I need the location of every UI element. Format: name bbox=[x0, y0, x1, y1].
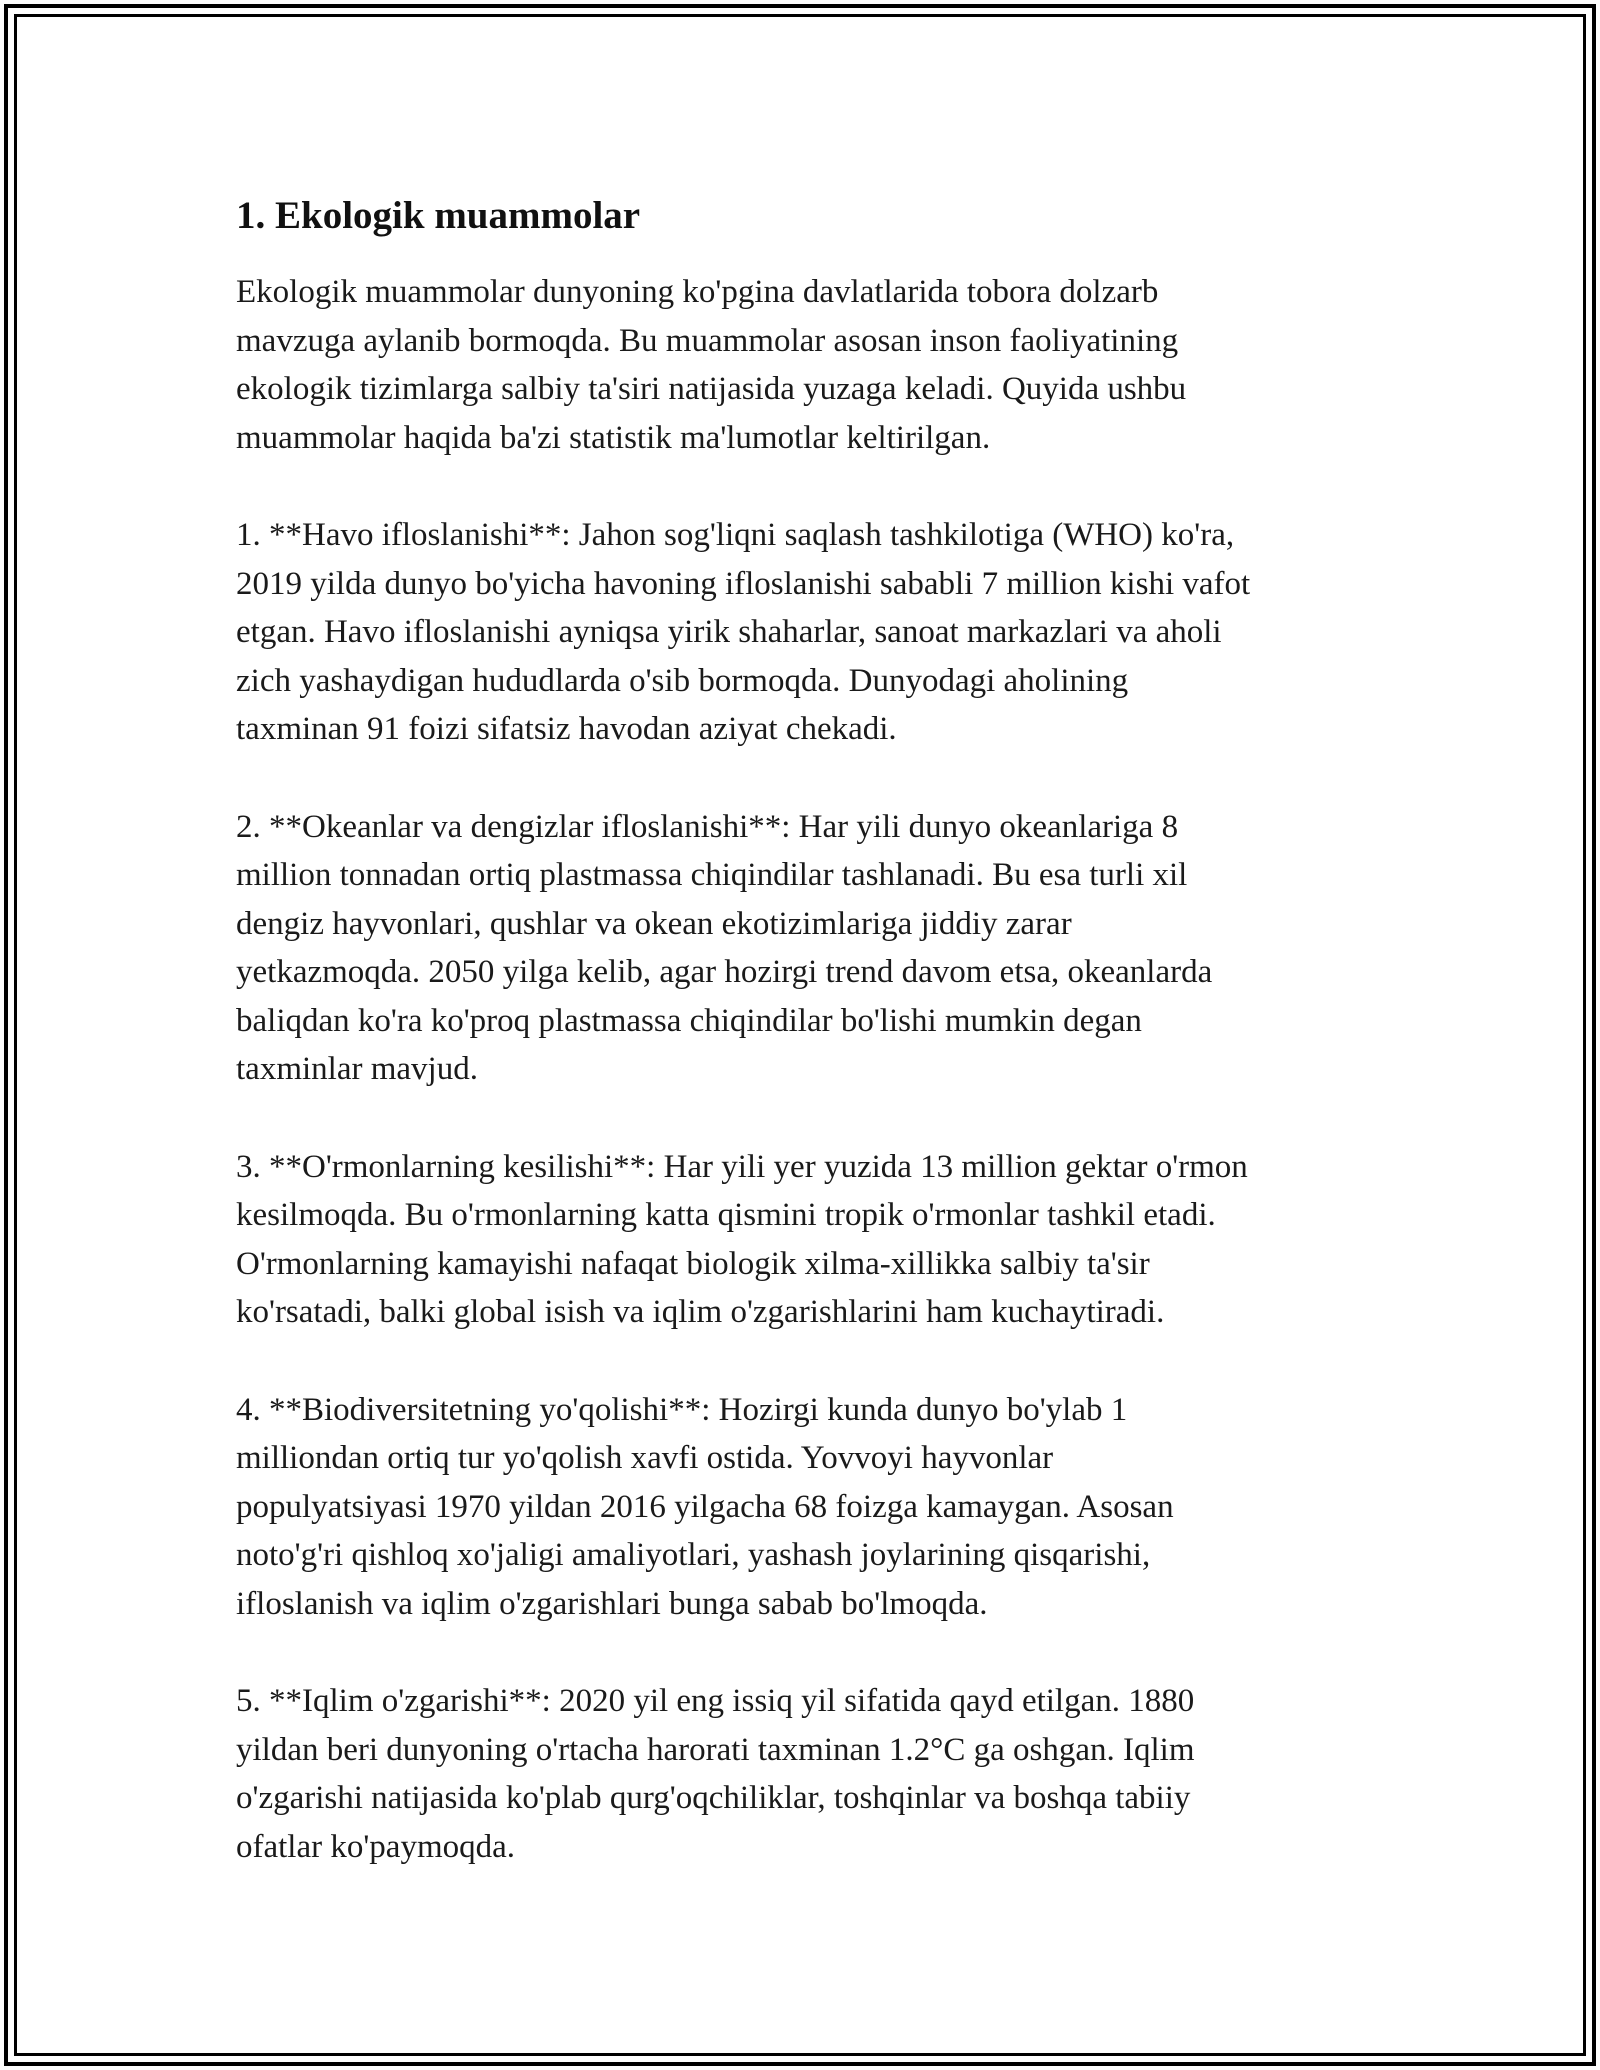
deforestation-paragraph: 3. **O'rmonlarning kesilishi**: Har yili yer yuzida 13 million gektar o'rmon kesilmoqda. Bu o'rmonlarning katta qismini tropik o'rmonlar tashkil etadi. O'rmonlarning kamayishi nafaqat biologik xilma-xillikka salbiy ta'sir ko'rsatadi, balki global isish va iqlim o'zgarishlarini ham kuchaytiradi. bbox=[236, 1148, 1248, 1330]
biodiversity-loss-paragraph: 4. **Biodiversitetning yo'qolishi**: Hozirgi kunda dunyo bo'ylab 1 milliondan ortiq tur yo'qolish xavfi ostida. Yovvoyi hayvonlar populyatsiyasi 1970 yildan 2016 yilgacha 68 foizga kamaygan. Asosan noto'g'ri qishloq xo'jaligi amaliyotlari, yashash joylarining qisqarishi, ifloslanish va iqlim o'zgarishlari bunga sabab bo'lmoqda. bbox=[236, 1391, 1174, 1622]
document-body bbox=[236, 186, 1376, 1920]
ocean-pollution-paragraph: 2. **Okeanlar va dengizlar ifloslanishi**: Har yili dunyo okeanlariga 8 million tonnadan ortiq plastmassa chiqindilar tashlanadi. Bu esa turli xil dengiz hayvonlari, qushlar va okean ekotizimlariga jiddiy zarar yetkazmoqda. 2050 yilga kelib, agar hozirgi trend davom etsa, okeanlarda baliqdan ko'ra ko'proq plastmassa chiqindilar bo'lishi mumkin degan taxminlar mavjud. bbox=[236, 808, 1213, 1087]
climate-change-paragraph: 5. **Iqlim o'zgarishi**: 2020 yil eng issiq yil sifatida qayd etilgan. 1880 yildan beri dunyoning o'rtacha harorati taxminan 1.2°C ga oshgan. Iqlim o'zgarishi natijasida ko'plab qurg'oqchiliklar, toshqinlar va boshqa tabiiy ofatlar ko'paymoqda. bbox=[236, 1683, 1195, 1865]
intro-paragraph: Ekologik muammolar dunyoning ko'pgina davlatlarida tobora dolzarb mavzuga aylanib bormoqda. Bu muammolar asosan inson faoliyatining ekologik tizimlarga salbiy ta'siri natijasida yuzaga keladi. Quyida ushbu muammolar haqida ba'zi statistik ma'lumotlar keltirilgan. bbox=[236, 274, 1187, 456]
air-pollution-paragraph: 1. **Havo ifloslanishi**: Jahon sog'liqni saqlash tashkilotiga (WHO) ko'ra, 2019 yilda dunyo bo'yicha havoning ifloslanishi sababli 7 million kishi vafot etgan. Havo ifloslanishi ayniqsa yirik shaharlar, sanoat markazlari va aholi zich yashaydigan hududlarda o'sib bormoqda. Dunyodagi aholining taxminan 91 foizi sifatsiz havodan aziyat chekadi. bbox=[236, 517, 1251, 747]
section-title: 1. Ekologik muammolar bbox=[236, 194, 641, 237]
